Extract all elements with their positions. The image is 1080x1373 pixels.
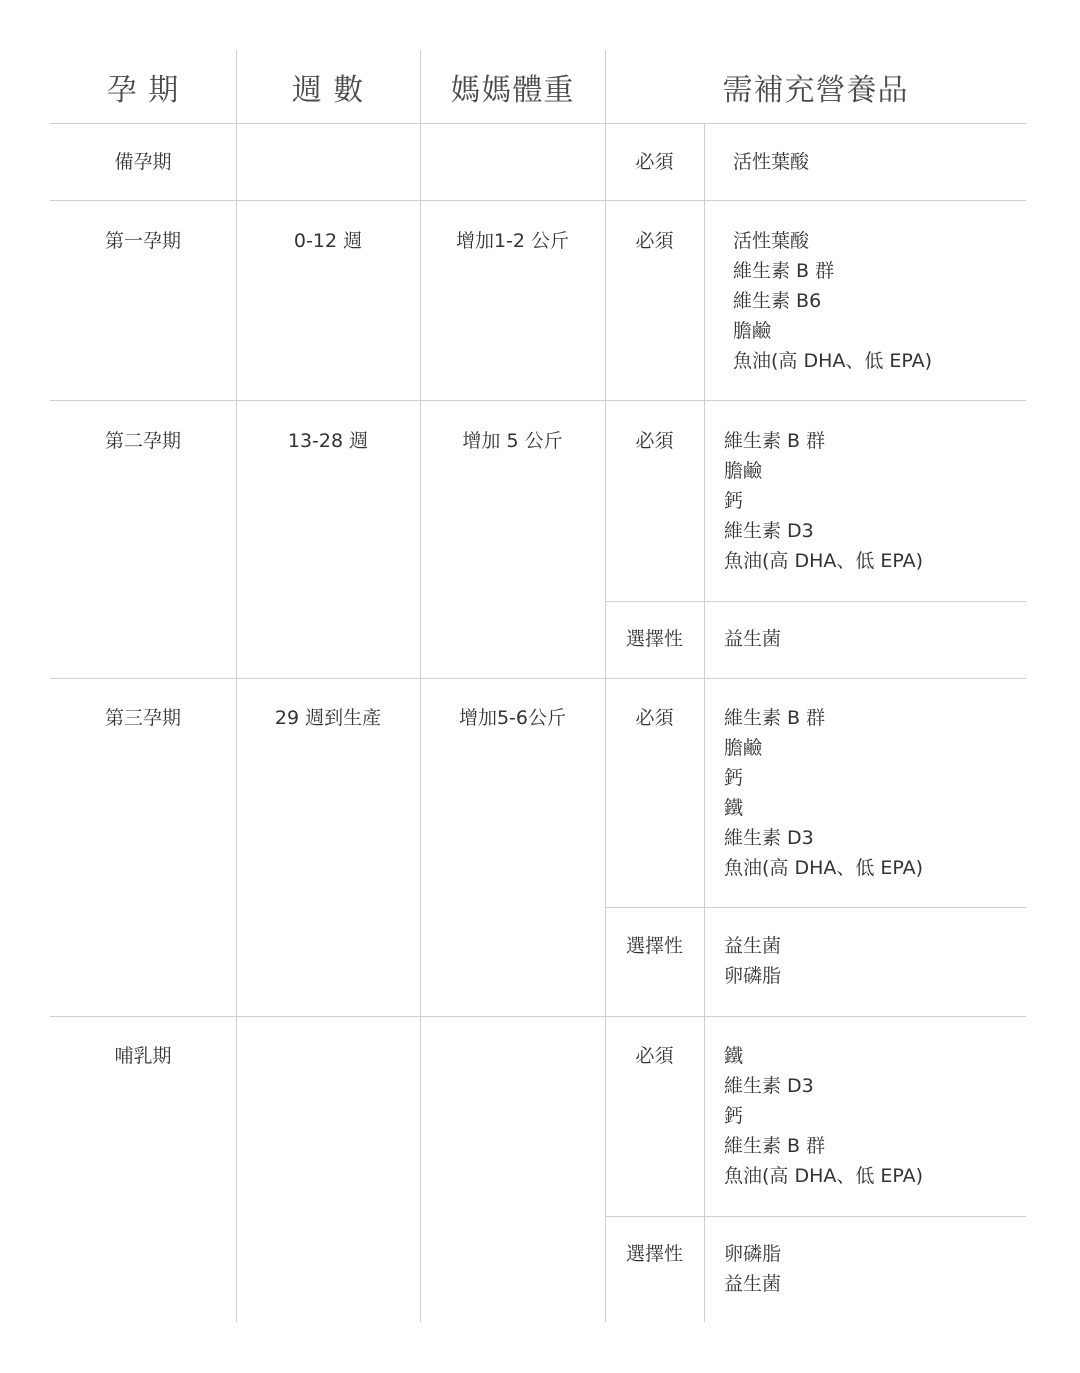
row-divider xyxy=(50,1016,1026,1017)
supplement-item: 卵磷脂 xyxy=(724,1243,782,1265)
supplement-item: 維生素 B 群 xyxy=(724,430,826,452)
row-weeks: 29 週到生產 xyxy=(274,707,382,729)
supplement-item: 維生素 B 群 xyxy=(733,260,835,282)
supplement-list xyxy=(724,426,923,576)
row-weeks: 0-12 週 xyxy=(293,230,363,252)
row-period: 第三孕期 xyxy=(104,707,181,729)
row-period: 備孕期 xyxy=(114,151,172,173)
supplement-item: 益生菌 xyxy=(724,628,782,650)
supplement-item: 活性葉酸 xyxy=(733,151,810,173)
header-weight: 媽媽體重 xyxy=(450,72,575,108)
row-type: 選擇性 xyxy=(625,628,683,650)
row-period: 第一孕期 xyxy=(104,230,181,252)
column-divider xyxy=(704,123,705,1322)
supplement-item: 鈣 xyxy=(724,490,744,512)
row-divider xyxy=(50,200,1026,201)
supplement-item: 鈣 xyxy=(724,767,744,789)
supplement-list xyxy=(733,226,932,376)
supplement-list xyxy=(724,703,923,883)
supplement-item: 卵磷脂 xyxy=(724,965,782,987)
row-type: 選擇性 xyxy=(625,935,683,957)
supplement-list xyxy=(724,931,781,991)
row-period: 第二孕期 xyxy=(104,430,181,452)
supplement-item: 膽鹼 xyxy=(724,460,763,482)
supplement-item: 維生素 B 群 xyxy=(724,1135,826,1157)
row-weeks: 13-28 週 xyxy=(287,430,369,452)
supplement-item: 膽鹼 xyxy=(724,737,763,759)
supplement-list xyxy=(724,1041,923,1191)
row-type: 必須 xyxy=(635,151,674,173)
supplement-item: 膽鹼 xyxy=(733,320,772,342)
row-type: 選擇性 xyxy=(625,1243,683,1265)
row-weight: 增加 5 公斤 xyxy=(462,430,563,452)
supplement-item: 魚油(高 DHA、低 EPA) xyxy=(733,350,933,372)
row-weight: 增加1-2 公斤 xyxy=(455,230,570,252)
row-divider xyxy=(50,400,1026,401)
row-type: 必須 xyxy=(635,430,674,452)
supplement-item: 活性葉酸 xyxy=(733,230,810,252)
group-divider xyxy=(605,601,1026,602)
supplement-item: 維生素 D3 xyxy=(724,1075,814,1097)
group-divider xyxy=(605,1216,1026,1217)
supplement-item: 魚油(高 DHA、低 EPA) xyxy=(724,1165,924,1187)
row-type: 必須 xyxy=(635,1045,674,1067)
row-type: 必須 xyxy=(635,230,674,252)
row-weight: 增加5-6公斤 xyxy=(458,707,567,729)
supplement-item: 維生素 B6 xyxy=(733,290,822,312)
supplement-item: 鐵 xyxy=(724,1045,744,1067)
supplement-item: 維生素 D3 xyxy=(724,520,814,542)
row-type: 必須 xyxy=(635,707,674,729)
supplement-item: 益生菌 xyxy=(724,1273,782,1295)
row-divider xyxy=(50,123,1026,124)
header-weeks: 週 數 xyxy=(291,72,365,108)
supplement-item: 維生素 D3 xyxy=(724,827,814,849)
supplement-list xyxy=(724,624,781,654)
header-period: 孕 期 xyxy=(106,72,180,108)
row-period: 哺乳期 xyxy=(114,1045,172,1067)
supplement-item: 魚油(高 DHA、低 EPA) xyxy=(724,550,924,572)
header-supplements: 需補充營養品 xyxy=(722,72,909,108)
supplement-list xyxy=(724,1239,781,1299)
group-divider xyxy=(605,907,1026,908)
row-divider xyxy=(50,678,1026,679)
supplement-item: 鐵 xyxy=(724,797,744,819)
supplement-list xyxy=(733,147,809,177)
supplement-item: 益生菌 xyxy=(724,935,782,957)
supplement-item: 魚油(高 DHA、低 EPA) xyxy=(724,857,924,879)
supplement-item: 維生素 B 群 xyxy=(724,707,826,729)
supplement-item: 鈣 xyxy=(724,1105,744,1127)
